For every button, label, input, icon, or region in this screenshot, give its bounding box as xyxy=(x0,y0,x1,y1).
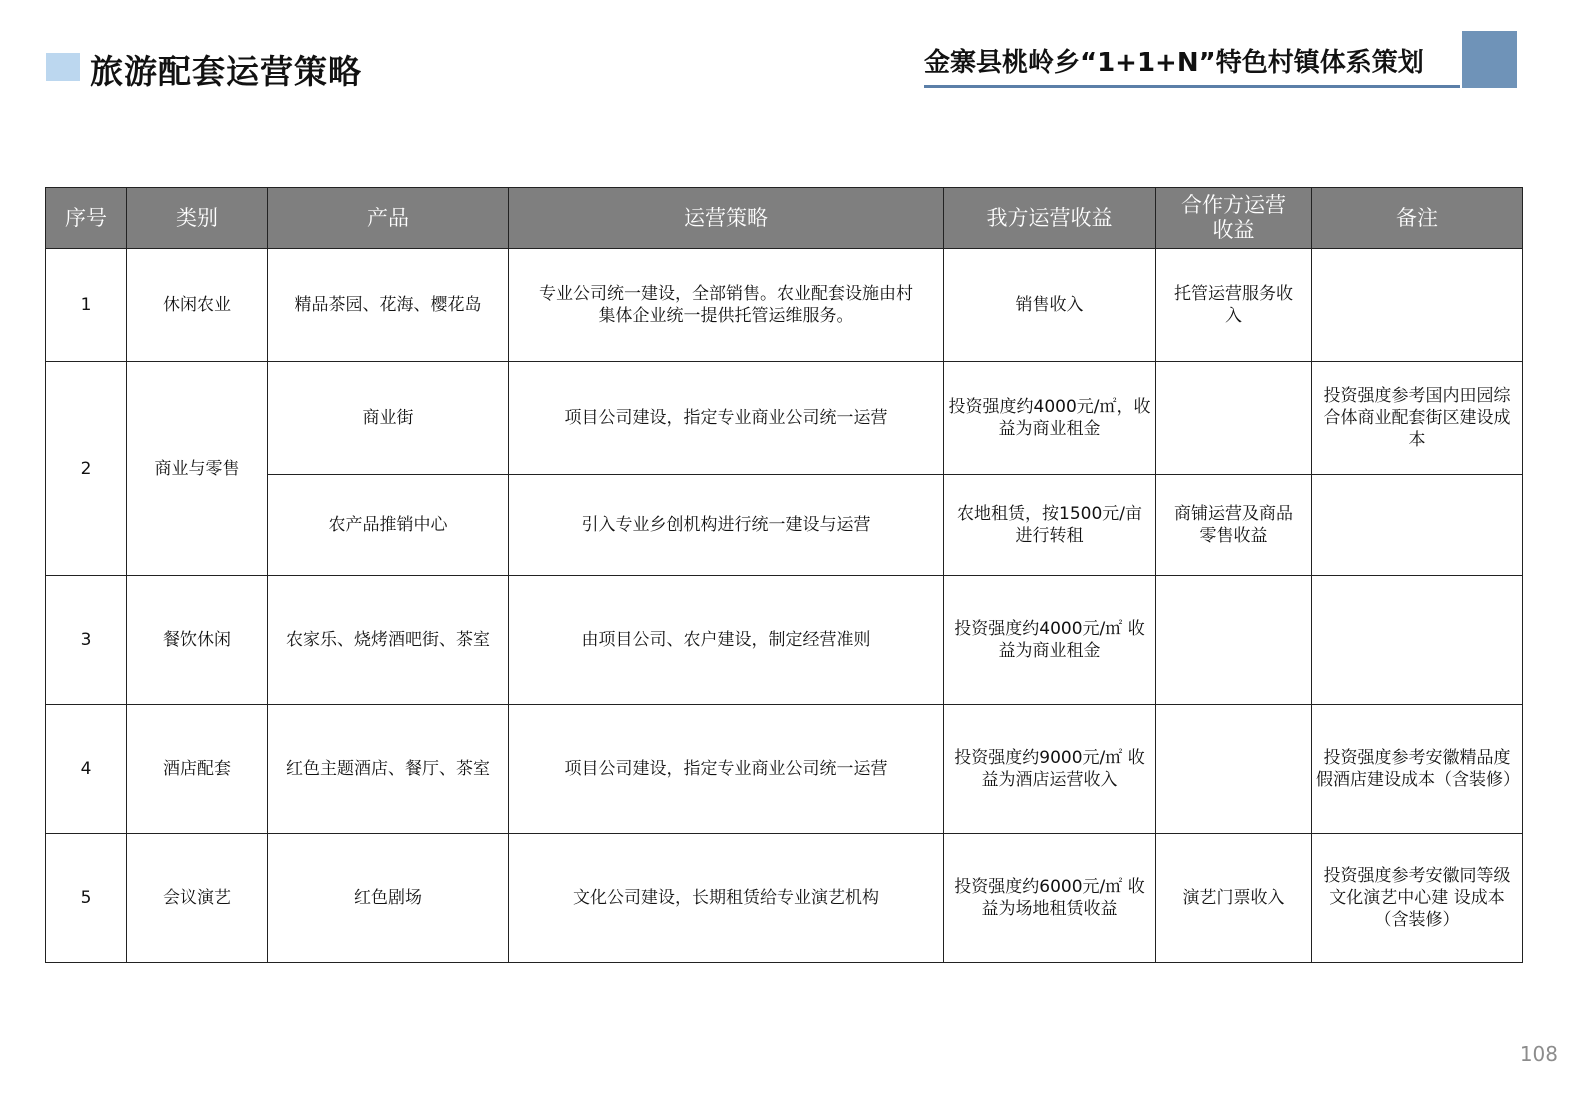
col-header-product: 产品 xyxy=(268,188,509,249)
cell-partner-income xyxy=(1156,576,1312,705)
cell-no: 2 xyxy=(46,362,127,576)
cell-no: 1 xyxy=(46,249,127,362)
cell-product: 红色主题酒店、餐厅、茶室 xyxy=(268,705,509,834)
cell-note xyxy=(1312,576,1523,705)
cell-partner-income: 商铺运营及商品零售收益 xyxy=(1156,475,1312,576)
cell-partner-income xyxy=(1156,362,1312,475)
cell-no: 4 xyxy=(46,705,127,834)
cell-note: 投资强度参考安徽同等级文化演艺中心建 设成本（含装修） xyxy=(1312,834,1523,963)
cell-strategy: 项目公司建设，指定专业商业公司统一运营 xyxy=(509,705,944,834)
cell-strategy: 引入专业乡创机构进行统一建设与运营 xyxy=(509,475,944,576)
cell-partner-income: 演艺门票收入 xyxy=(1156,834,1312,963)
cell-our-income: 销售收入 xyxy=(944,249,1156,362)
table-row xyxy=(46,362,1523,475)
operation-strategy-table xyxy=(45,187,1523,963)
cell-product: 农家乐、烧烤酒吧街、茶室 xyxy=(268,576,509,705)
cell-our-income: 投资强度约6000元/㎡ 收益为场地租赁收益 xyxy=(944,834,1156,963)
table-row xyxy=(46,576,1523,705)
page-title: 旅游配套运营策略 xyxy=(90,52,362,91)
cell-strategy: 文化公司建设，长期租赁给专业演艺机构 xyxy=(509,834,944,963)
cell-our-income: 投资强度约9000元/㎡ 收益为酒店运营收入 xyxy=(944,705,1156,834)
project-title: 金寨县桃岭乡“1+1+N”特色村镇体系策划 xyxy=(924,48,1424,78)
col-header-no: 序号 xyxy=(46,188,127,249)
page-number: 108 xyxy=(1519,1042,1558,1066)
cell-category: 会议演艺 xyxy=(127,834,268,963)
cell-product: 商业街 xyxy=(268,362,509,475)
table-row xyxy=(46,249,1523,362)
cell-strategy: 专业公司统一建设，全部销售。农业配套设施由村集体企业统一提供托管运维服务。 xyxy=(509,249,944,362)
cell-our-income: 投资强度约4000元/㎡ 收益为商业租金 xyxy=(944,576,1156,705)
title-marker xyxy=(46,53,80,81)
cell-no: 5 xyxy=(46,834,127,963)
table-row xyxy=(46,834,1523,963)
table-row xyxy=(46,705,1523,834)
cell-category: 休闲农业 xyxy=(127,249,268,362)
cell-category: 餐饮休闲 xyxy=(127,576,268,705)
cell-product: 精品茶园、花海、樱花岛 xyxy=(268,249,509,362)
cell-category: 酒店配套 xyxy=(127,705,268,834)
project-title-underline xyxy=(924,85,1460,88)
col-header-partner-income: 合作方运营收益 xyxy=(1156,188,1312,249)
cell-note: 投资强度参考国内田园综合体商业配套街区建设成本 xyxy=(1312,362,1523,475)
cell-product: 农产品推销中心 xyxy=(268,475,509,576)
header-accent-block xyxy=(1462,31,1517,88)
cell-note xyxy=(1312,249,1523,362)
table-header-row xyxy=(46,188,1523,249)
cell-no: 3 xyxy=(46,576,127,705)
col-header-category: 类别 xyxy=(127,188,268,249)
cell-partner-income: 托管运营服务收入 xyxy=(1156,249,1312,362)
col-header-note: 备注 xyxy=(1312,188,1523,249)
cell-note: 投资强度参考安徽精品度假酒店建设成本（含装修） xyxy=(1312,705,1523,834)
col-header-strategy: 运营策略 xyxy=(509,188,944,249)
cell-strategy: 由项目公司、农户建设，制定经营准则 xyxy=(509,576,944,705)
cell-strategy: 项目公司建设，指定专业商业公司统一运营 xyxy=(509,362,944,475)
cell-product: 红色剧场 xyxy=(268,834,509,963)
cell-our-income: 农地租赁，按1500元/亩进行转租 xyxy=(944,475,1156,576)
cell-category: 商业与零售 xyxy=(127,362,268,576)
col-header-our-income: 我方运营收益 xyxy=(944,188,1156,249)
table-row xyxy=(46,475,1523,576)
cell-our-income: 投资强度约4000元/㎡，收益为商业租金 xyxy=(944,362,1156,475)
cell-partner-income xyxy=(1156,705,1312,834)
cell-note xyxy=(1312,475,1523,576)
